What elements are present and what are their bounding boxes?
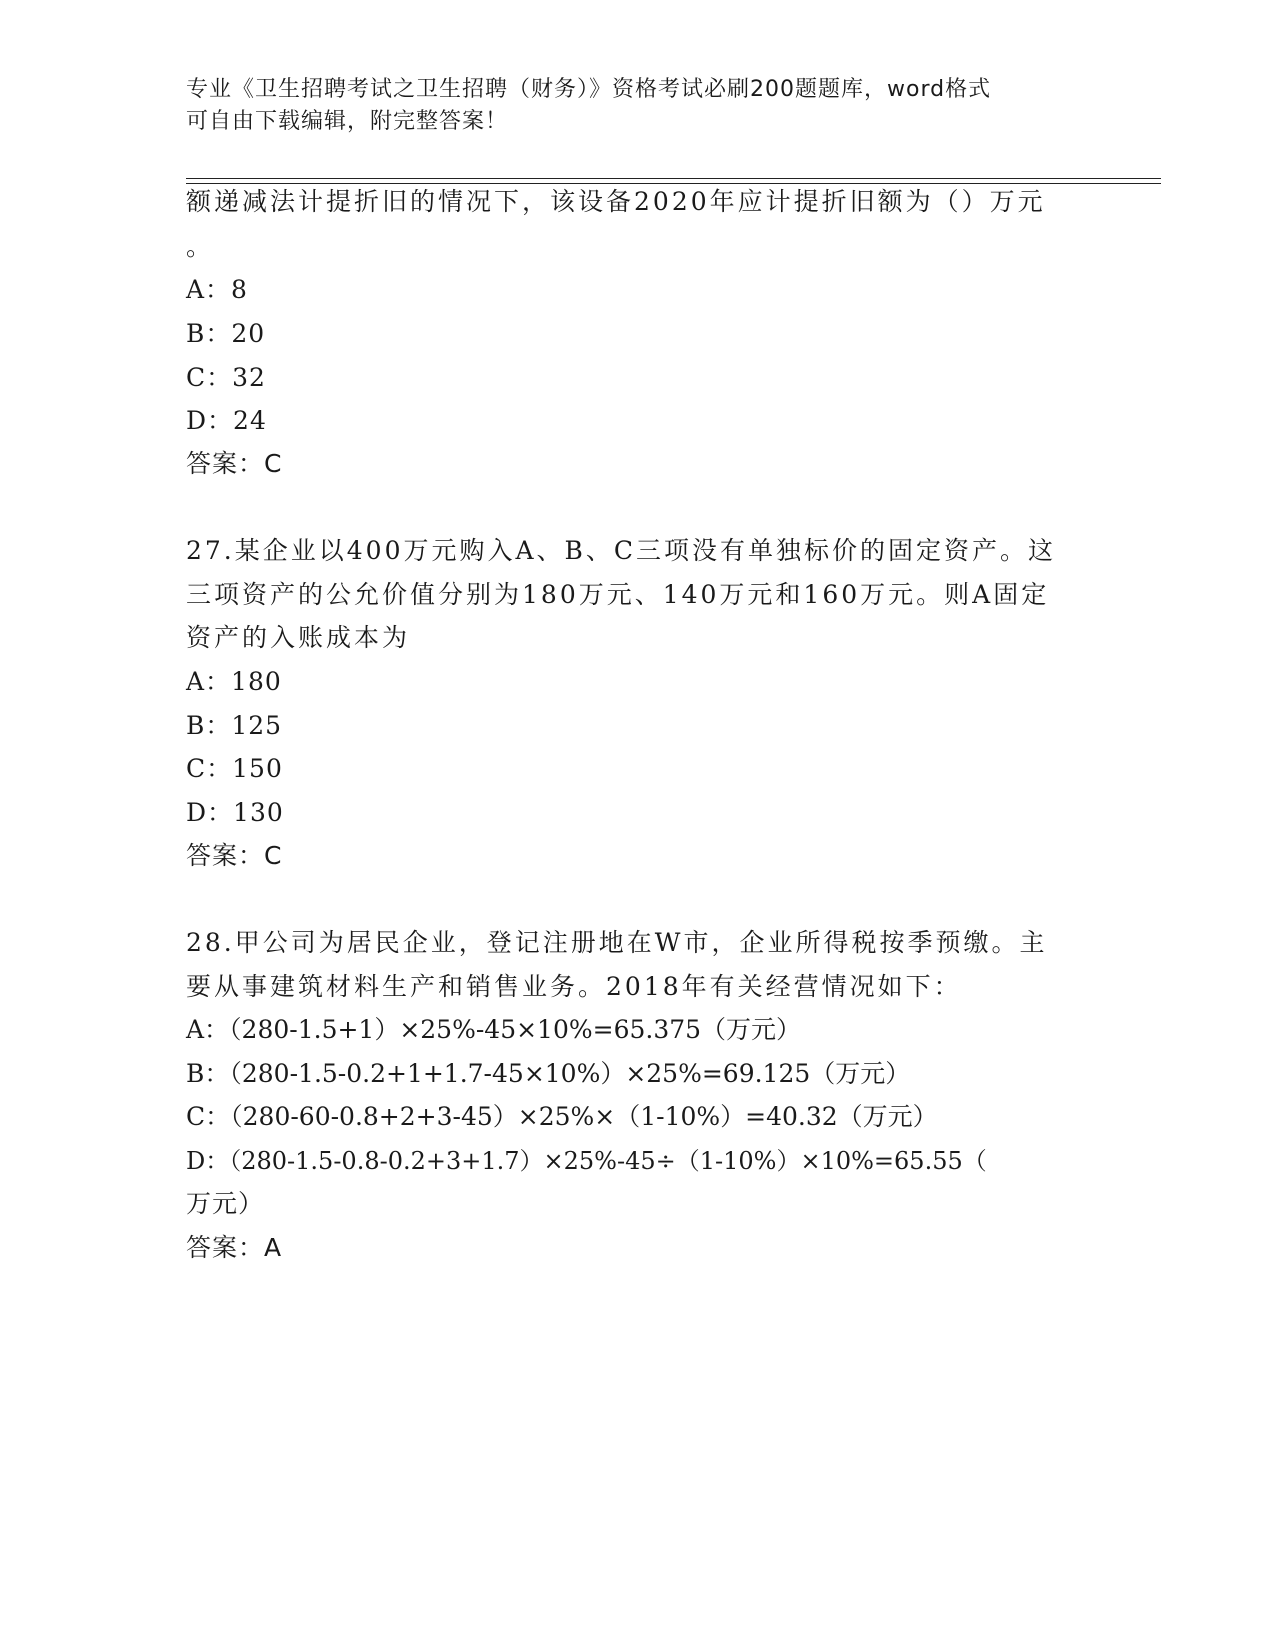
question-27-answer: 答案：C (186, 841, 283, 870)
question-27-option-c: C：150 (186, 754, 283, 783)
question-27-option-a: A：180 (186, 667, 282, 696)
question-26-option-b: B：20 (186, 319, 266, 348)
question-27-option-d: D：130 (186, 798, 284, 827)
question-27-text-line-1: 27.某企业以400万元购入A、B、C三项没有单独标价的固定资产。这 (186, 536, 1057, 565)
question-26-text-line-1: 额递减法计提折旧的情况下，该设备2020年应计提折旧额为（）万元 (186, 187, 1046, 216)
header-divider-bottom (186, 183, 1161, 184)
question-28-option-a: A：（280-1.5+1）×25%-45×10%=65.375（万元） (186, 1015, 802, 1044)
document-header (186, 74, 1086, 138)
question-28-option-b: B：（280-1.5-0.2+1+1.7-45×10%）×25%=69.125（万元） (186, 1059, 911, 1088)
question-28-option-d: D：（280-1.5-0.8-0.2+3+1.7）×25%-45÷（1-10%）×10%=65.55（ (186, 1147, 987, 1175)
question-26-text-line-2: 。 (186, 232, 215, 261)
question-28-option-c: C：（280-60-0.8+2+3-45）×25%×（1-10%）=40.32（万元） (186, 1102, 938, 1131)
question-26-answer: 答案：C (186, 449, 283, 478)
header-divider-top (186, 178, 1161, 179)
question-28-answer: 答案：A (186, 1233, 283, 1262)
question-26-option-c: C：32 (186, 363, 266, 392)
question-26-option-a: A：8 (186, 275, 248, 304)
header-line-1: 专业《卫生招聘考试之卫生招聘（财务）》资格考试必刷200题题库，word格式 (186, 77, 992, 102)
header-line-2: 可自由下载编辑，附完整答案！ (186, 109, 509, 134)
question-28-text-line-2: 要从事建筑材料生产和销售业务。2018年有关经营情况如下： (186, 972, 962, 1001)
question-28-text-line-1: 28.甲公司为居民企业，登记注册地在W市，企业所得税按季预缴。主 (186, 928, 1048, 957)
question-26-option-d: D：24 (186, 406, 267, 435)
question-27-text-line-2: 三项资产的公允价值分别为180万元、140万元和160万元。则A固定 (186, 580, 1050, 609)
question-27-option-b: B：125 (186, 711, 283, 740)
question-28-option-d-continued: 万元） (186, 1189, 265, 1218)
question-27-text-line-3: 资产的入账成本为 (186, 623, 411, 652)
